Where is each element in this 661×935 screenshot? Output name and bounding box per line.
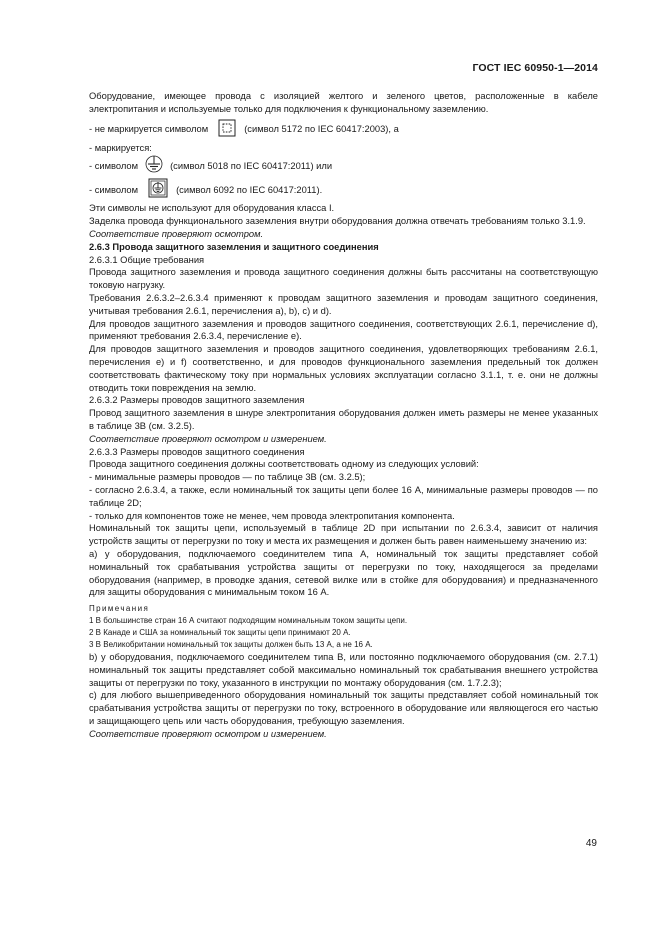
notes-title: Примечания (89, 604, 150, 614)
item-b-paragraph: b) у оборудования, подключаемого соединителем типа В, или постоянно подключаемого оборудования (см. 2.7.1) номинальный ток защиты представляет собой максимально номинальный ток срабатывания внешнего устройства защиты от перегрузки по току, указанного в инструкции по монтажу оборудования (см. 1.7.2.3); (89, 652, 598, 688)
class-ii-double-square-icon (218, 119, 236, 141)
page-number: 49 (585, 838, 597, 849)
symbol-line-3-suffix: (символ 5018 по IEC 60417:2011) или (170, 160, 333, 171)
paragraph-2631-c: Для проводов защитного заземления и проводов защитного соединения, соответствующих 2.6.1, перечисление d), применяют требования 2.6.3.4, перечисление e). (89, 318, 598, 342)
list-item: - минимальные размеры проводов — по таблице 3В (см. 3.2.5); (89, 472, 366, 483)
symbol-line-2: - маркируется: (89, 142, 152, 153)
symbol-line-1-suffix: (символ 5172 по IEC 60417:2003), а (244, 124, 399, 135)
section-2-6-3-1-heading: 2.6.3.1 Общие требования (89, 254, 205, 265)
paragraph-2632: Провод защитного заземления в шнуре электропитания оборудования должен иметь размеры не менее указанных в таблице 3В (см. 3.2.5). (89, 408, 598, 431)
compliance-inspection-3: Соответствие проверяют осмотром и измерением. (89, 728, 327, 739)
item-c-paragraph: c) для любого вышеприведенного оборудования номинальный ток защиты представляет собой номинальный ток срабатывания устройства защиты от перегрузки по току, встроенного в оборудование или являющегося его частью и защищающего цепь или часть оборудования, требующую заземления. (89, 690, 598, 727)
termination-paragraph: Заделка провода функционального заземления внутри оборудования должна отвечать требованиям только 3.1.9. (89, 216, 586, 227)
paragraph-2633: Провода защитного соединения должны соответствовать одному из следующих условий: (89, 459, 479, 470)
list-item: - только для компонентов тоже не менее, чем провода электропитания компонента. (89, 510, 455, 521)
document-body (89, 90, 598, 741)
page-header-title: ГОСТ IEC 60950-1—2014 (472, 62, 598, 74)
symbol-line-3 (89, 154, 598, 178)
symbol-line-4 (89, 178, 598, 202)
section-2-6-3-heading: 2.6.3 Провода защитного заземления и защитного соединения (89, 241, 379, 252)
symbol-line-4-suffix: (символ 6092 по IEC 60417:2011). (176, 184, 323, 195)
paragraph-2631-d: Для проводов защитного заземления и проводов защитного соединения, удовлетворяющих требованиям 2.6.1, перечисления e) и f) соответственно, и для проводов функционального заземления предельный ток должен соответствовать фактическому току при нормальных условиях эксплуатации согласно 3.1.1, т. е. они не должны отводить токи повреждения на землю. (89, 344, 598, 393)
paragraph-2631-a: Провода защитного заземления и провода защитного соединения должны быть рассчитаны на соответствующую токовую нагрузку. (89, 267, 598, 291)
section-2-6-3-2-heading: 2.6.3.2 Размеры проводов защитного заземления (89, 395, 305, 406)
nominal-current-paragraph: Номинальный ток защиты цепи, используемый в таблице 2D при испытании по 2.6.3.4, зависит от наличия устройств защиты от перегрузки по току и места их размещения и должен быть равен наименьшему значению из: (89, 523, 598, 547)
symbol-line-1 (89, 118, 598, 142)
list-item: - согласно 2.6.3.4, а также, если номинальный ток защиты цепи более 16 А, минимальные размеры проводов — по таблице 2D; (89, 484, 598, 508)
protective-earth-boxed-icon (148, 178, 168, 202)
section-2-6-3-3-heading: 2.6.3.3 Размеры проводов защитного соединения (89, 446, 305, 457)
not-class-1-paragraph: Эти символы не используют для оборудования класса I. (89, 203, 335, 214)
note-item: 3 В Великобритании номинальный ток защиты должен быть 13 А, а не 16 А. (89, 640, 373, 650)
paragraph-2631-b: Требования 2.6.3.2–2.6.3.4 применяют к проводам защитного заземления и проводам защитного соединения, учитывая требования 2.6.1, перечисления a), b), c) и d). (89, 292, 598, 316)
intro-paragraph: Оборудование, имеющее провода с изоляцией желтого и зеленого цветов, расположенные в кабеле электропитания и используемые только для подключения к функциональному заземлению. (89, 91, 598, 114)
item-a-paragraph: a) у оборудования, подключаемого соединителем типа А, номинальный ток защиты представляет собой номинальный ток срабатывания устройства защиты от перегрузки по току, находящегося за пределами оборудования (например, в проводке здания, сетевой вилке или в стойке для оборудования) и предназначенного для защиты оборудования с минимальным током 16 А. (89, 548, 598, 598)
compliance-inspection-1: Соответствие проверяют осмотром. (89, 228, 264, 239)
note-item: 1 В большинстве стран 16 А считают подходящим номинальным током защиты цепи. (89, 616, 408, 626)
note-item: 2 В Канаде и США за номинальный ток защиты цепи принимают 20 А. (89, 628, 351, 638)
functional-earth-icon (144, 155, 164, 177)
symbol-line-1-prefix: - не маркируется символом (89, 124, 209, 135)
compliance-inspection-2: Соответствие проверяют осмотром и измерением. (89, 433, 327, 444)
symbol-line-3-prefix: - символом (89, 160, 139, 171)
symbol-line-4-prefix: - символом (89, 184, 139, 195)
